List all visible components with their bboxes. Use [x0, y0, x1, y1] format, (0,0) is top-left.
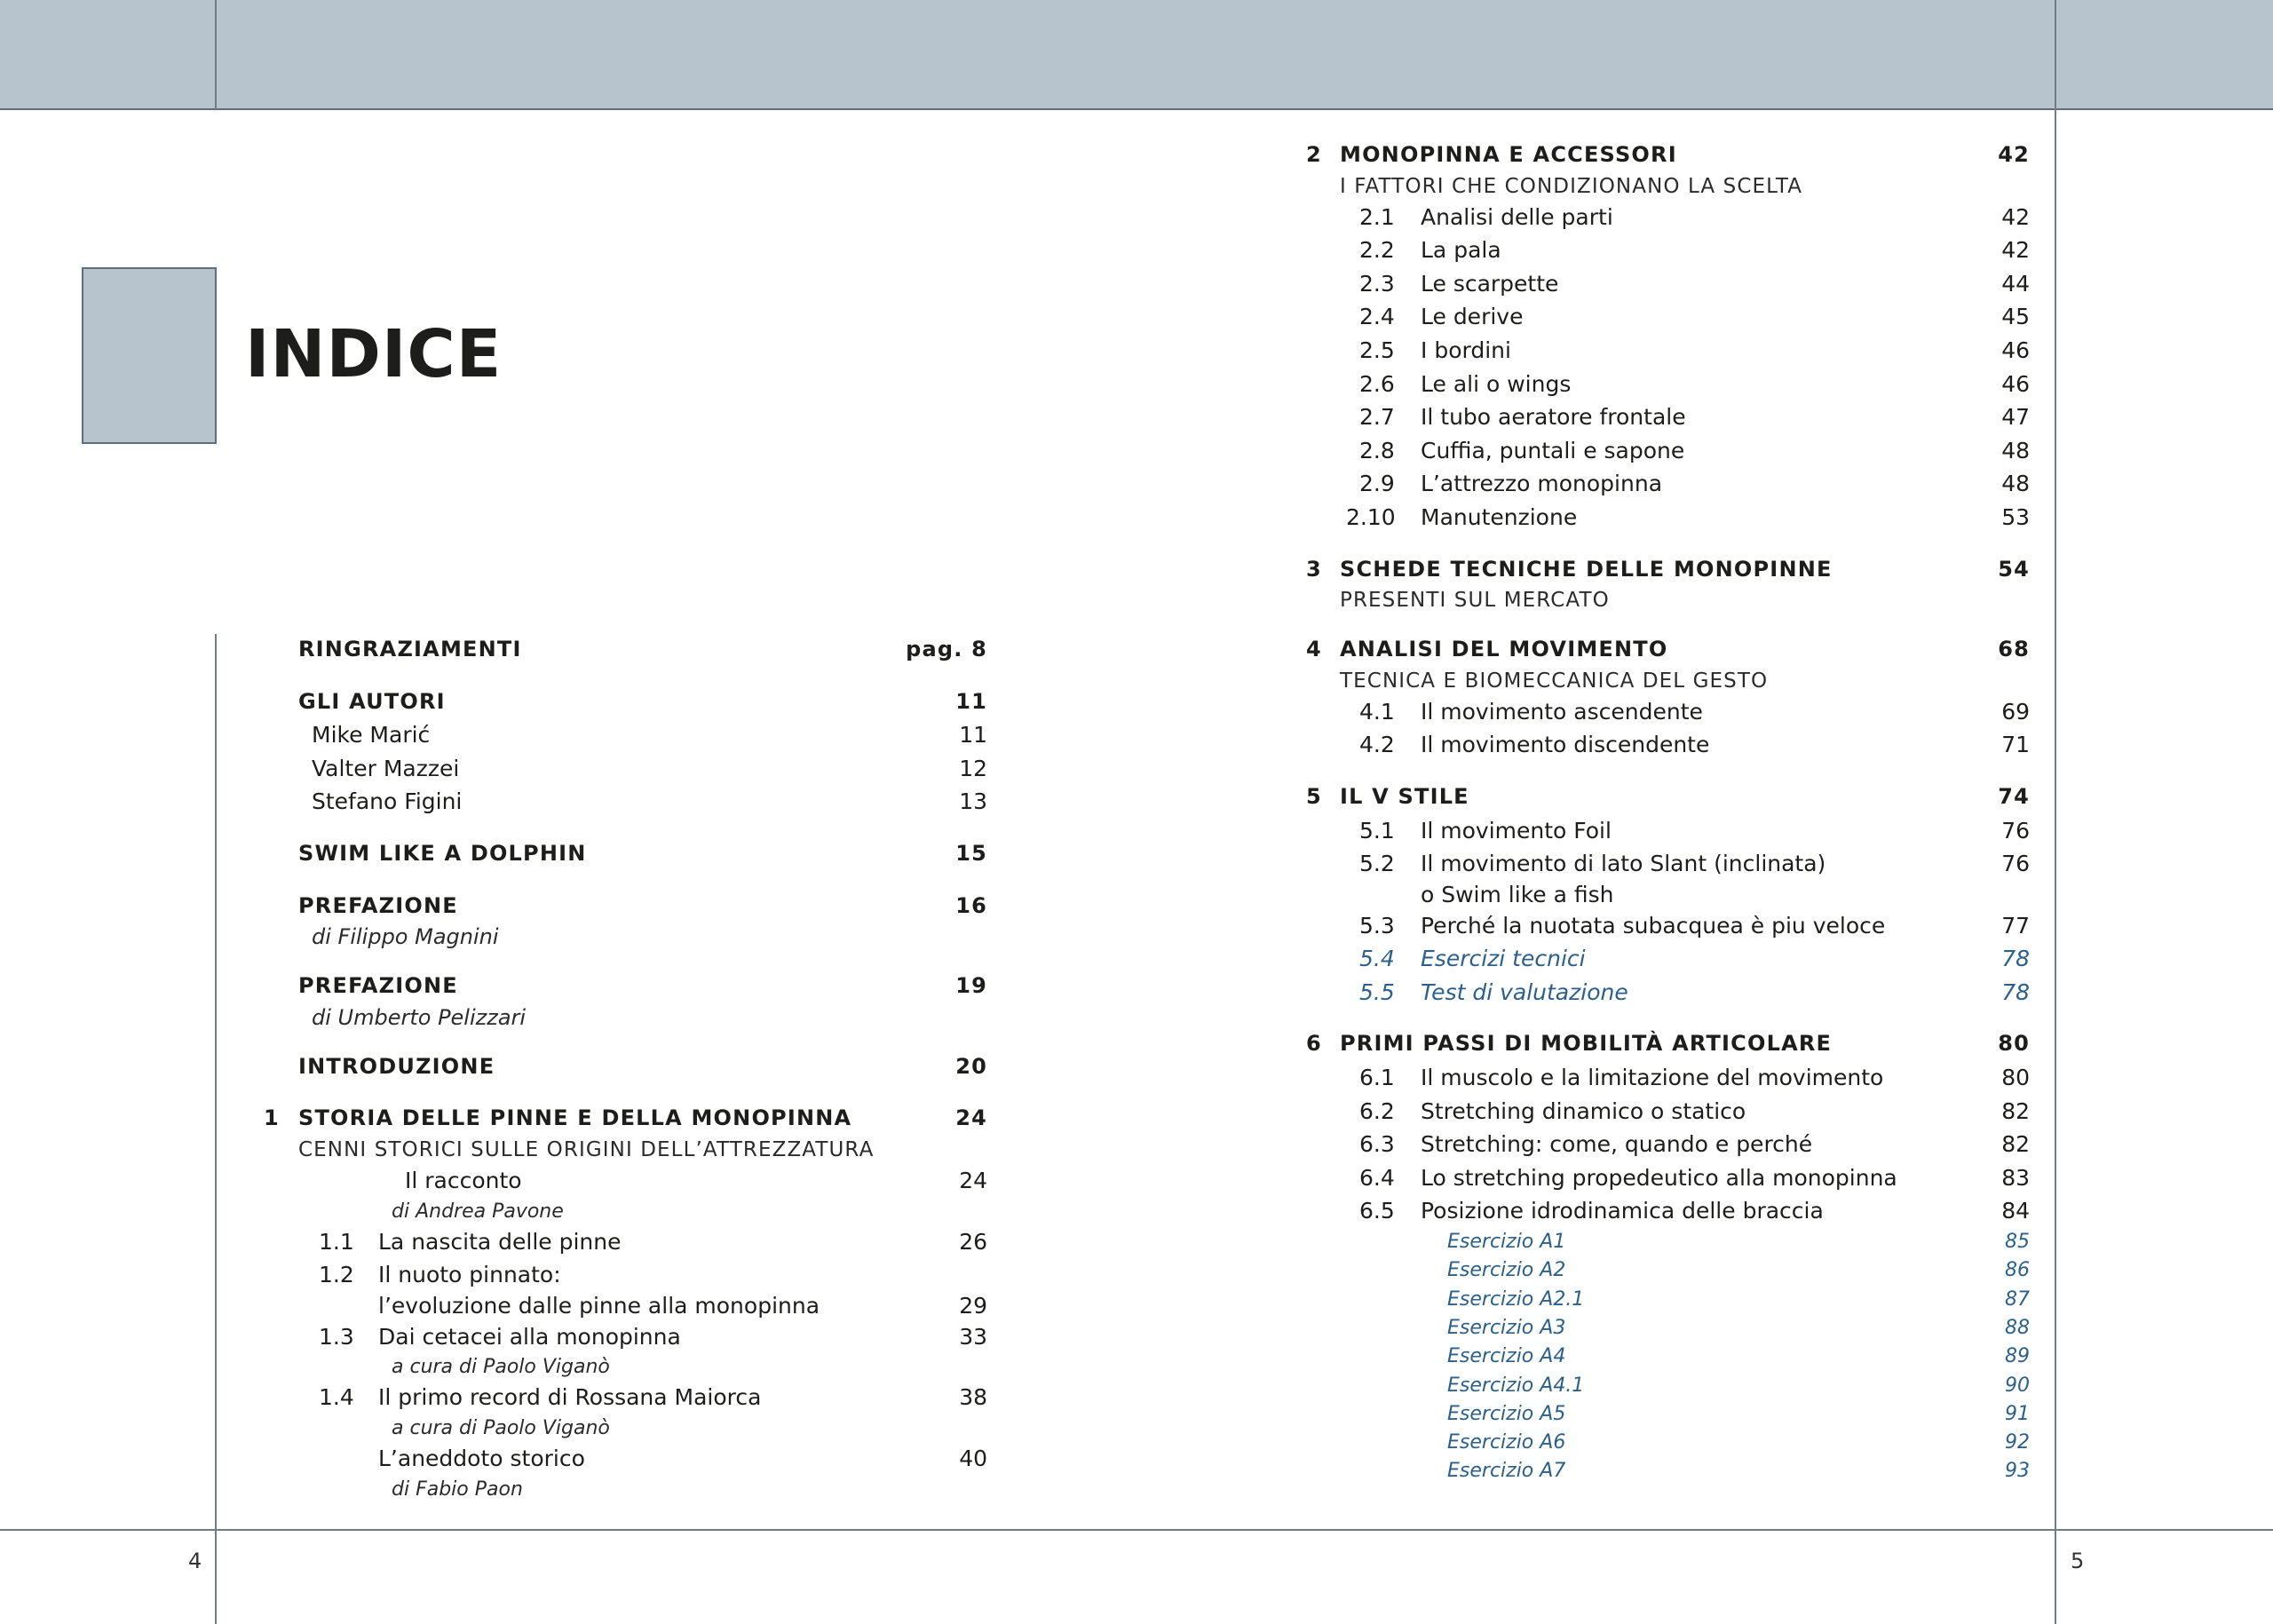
- chapter-number: 5: [1306, 783, 1322, 809]
- right-margin-rule: [2055, 0, 2056, 1624]
- toc-entry-page: 42: [2001, 203, 2030, 230]
- page-number-right: 5: [2071, 1549, 2085, 1573]
- caption-text: CENNI STORICI SULLE ORIGINI DELL’ATTREZZATURA: [298, 1137, 875, 1161]
- toc-entry-aneddoto[interactable]: [0, 1442, 1065, 1476]
- toc-section-5-4[interactable]: [1243, 942, 2030, 976]
- toc-entry-author[interactable]: [0, 718, 1065, 752]
- toc-section-2-3[interactable]: [1243, 267, 2030, 301]
- toc-entry-label: La nascita delle pinne: [378, 1228, 622, 1255]
- toc-entry-autori[interactable]: [0, 685, 1065, 719]
- toc-entry-label: Il racconto: [405, 1167, 522, 1193]
- section-number: 2.3: [1359, 270, 1395, 297]
- toc-entry-label: Dai cetacei alla monopinna: [378, 1323, 681, 1350]
- toc-entry-label: Esercizio A4.1: [1447, 1374, 1585, 1397]
- toc-exercise[interactable]: [1243, 1429, 2030, 1457]
- toc-chapter-4[interactable]: [1243, 633, 2030, 667]
- toc-entry-label: Il nuoto pinnato:: [378, 1262, 561, 1288]
- toc-entry-page: 82: [2001, 1097, 2030, 1124]
- toc-entry-author[interactable]: [0, 752, 1065, 786]
- toc-exercise[interactable]: [1243, 1256, 2030, 1285]
- toc-entry-page: 13: [959, 788, 987, 815]
- toc-entry-byline: [0, 1003, 1065, 1032]
- toc-section-2-5[interactable]: [1243, 334, 2030, 368]
- toc-entry-byline: [0, 1414, 1065, 1442]
- toc-entry-label: Esercizio A4: [1447, 1345, 1566, 1368]
- toc-section-1-1[interactable]: [0, 1225, 1065, 1259]
- toc-chapter-3[interactable]: [1243, 553, 2030, 587]
- chapter-caption: [0, 1136, 1065, 1164]
- toc-entry-page: 40: [959, 1445, 987, 1471]
- toc-section-4-2[interactable]: [1243, 728, 2030, 762]
- section-number: 2.10: [1346, 503, 1396, 530]
- toc-section-6-5[interactable]: [1243, 1194, 2030, 1228]
- toc-section-2-2[interactable]: [1243, 234, 2030, 267]
- toc-entry-label: Stretching: come, quando e perché: [1421, 1131, 1813, 1158]
- toc-entry-byline: [0, 1353, 1065, 1381]
- toc-right: [1243, 139, 2030, 1486]
- toc-entry-page: 26: [959, 1228, 987, 1255]
- toc-entry-byline: [0, 1476, 1065, 1503]
- toc-entry-label: Esercizio A6: [1447, 1431, 1566, 1454]
- toc-entry-author[interactable]: [0, 785, 1065, 819]
- toc-entry-page: 38: [959, 1384, 987, 1411]
- toc-entry-label: Analisi delle parti: [1421, 203, 1613, 230]
- section-number: 1.4: [319, 1384, 354, 1411]
- toc-entry-page: 29: [959, 1292, 987, 1319]
- toc-section-1-2-continued[interactable]: [0, 1292, 1065, 1320]
- toc-entry-label: Il primo record di Rossana Maiorca: [378, 1384, 762, 1411]
- toc-entry-page: 12: [959, 755, 987, 781]
- toc-entry-page: 42: [1998, 142, 2030, 167]
- toc-entry-label: Il muscolo e la limitazione del movimento: [1421, 1065, 1884, 1091]
- section-number: 2.9: [1359, 471, 1395, 497]
- toc-entry-page: 47: [2001, 404, 2030, 431]
- toc-entry-label: Mike Marić: [312, 722, 431, 749]
- toc-section-6-4[interactable]: [1243, 1161, 2030, 1195]
- toc-entry-page: 86: [2005, 1259, 2030, 1282]
- toc-entry-page: 84: [2001, 1198, 2030, 1224]
- toc-entry-page: 88: [2005, 1316, 2030, 1339]
- toc-entry-page: 53: [2001, 503, 2030, 530]
- toc-entry-page: pag. 8: [906, 637, 987, 661]
- chapter-caption: [1243, 172, 2030, 201]
- title-accent-box: [82, 267, 217, 444]
- toc-entry-page: 77: [2001, 912, 2030, 939]
- toc-entry-label: Il movimento discendente: [1421, 732, 1710, 758]
- section-number: 5.3: [1359, 912, 1395, 939]
- toc-exercise[interactable]: [1243, 1314, 2030, 1343]
- toc-entry-page: 76: [2001, 851, 2030, 877]
- toc-section-5-2-continued[interactable]: [1243, 881, 2030, 909]
- toc-chapter-6[interactable]: [1243, 1027, 2030, 1061]
- caption-text: I FATTORI CHE CONDIZIONANO LA SCELTA: [1340, 174, 1803, 198]
- toc-entry-page: 78: [2001, 946, 2030, 972]
- toc-entry-page: 83: [2001, 1164, 2030, 1191]
- section-number: 2.8: [1359, 437, 1395, 463]
- toc-entry-page: 93: [2005, 1460, 2030, 1483]
- toc-entry-ringraziamenti[interactable]: [0, 633, 1065, 667]
- toc-entry-page: 46: [2001, 370, 2030, 397]
- section-number: 1.1: [319, 1228, 354, 1255]
- toc-entry-label-line2: o Swim like a fish: [1421, 881, 1614, 907]
- toc-entry-page: 33: [959, 1323, 987, 1350]
- toc-entry-page: 90: [2005, 1374, 2030, 1397]
- toc-entry-page: 16: [955, 892, 987, 918]
- toc-entry-page: 42: [2001, 237, 2030, 264]
- left-margin-rule-top: [215, 0, 217, 109]
- toc-entry-page: 24: [959, 1167, 987, 1193]
- toc-exercise[interactable]: [1243, 1228, 2030, 1256]
- toc-entry-label: PRIMI PASSI DI MOBILITÀ ARTICOLARE: [1340, 1031, 1833, 1057]
- toc-entry-label: L’aneddoto storico: [378, 1445, 585, 1471]
- toc-entry-introduzione[interactable]: [0, 1050, 1065, 1084]
- toc-entry-label: Il movimento ascendente: [1421, 698, 1703, 725]
- section-number: 6.4: [1359, 1164, 1395, 1191]
- toc-entry-label: PREFAZIONE: [298, 892, 458, 918]
- toc-entry-label: Le scarpette: [1421, 270, 1559, 297]
- toc-entry-page: 91: [2005, 1402, 2030, 1425]
- toc-entry-page: 24: [955, 1105, 987, 1131]
- toc-entry-label: Stefano Figini: [312, 788, 463, 815]
- section-number: 6.5: [1359, 1198, 1395, 1224]
- toc-chapter-1[interactable]: [0, 1102, 1065, 1136]
- toc-entry-page: 46: [2001, 337, 2030, 363]
- toc-entry-label: Il movimento di lato Slant (inclinata): [1421, 851, 1826, 877]
- toc-section-1-3[interactable]: [0, 1320, 1065, 1354]
- chapter-number: 3: [1306, 556, 1322, 582]
- toc-section-5-3[interactable]: [1243, 909, 2030, 943]
- toc-entry-label: MONOPINNA E ACCESSORI: [1340, 142, 1677, 167]
- toc-exercise[interactable]: [1243, 1372, 2030, 1400]
- section-number: 2.4: [1359, 304, 1395, 330]
- toc-entry-swim-like-a-dolphin[interactable]: [0, 837, 1065, 871]
- byline-text: di Andrea Pavone: [392, 1200, 564, 1223]
- toc-entry-label: Stretching dinamico o statico: [1421, 1097, 1746, 1124]
- toc-section-6-2[interactable]: [1243, 1095, 2030, 1129]
- toc-entry-label: PREFAZIONE: [298, 973, 458, 999]
- page-number-left: 4: [188, 1549, 202, 1573]
- chapter-number: 1: [264, 1105, 280, 1131]
- byline-text: a cura di Paolo Viganò: [392, 1356, 610, 1379]
- toc-entry-page: 76: [2001, 817, 2030, 844]
- toc-section-2-7[interactable]: [1243, 400, 2030, 434]
- toc-entry-label: Test di valutazione: [1421, 978, 1628, 1005]
- toc-entry-label: Il tubo aeratore frontale: [1421, 404, 1686, 431]
- toc-entry-label: GLI AUTORI: [298, 688, 446, 714]
- toc-entry-page: 19: [955, 973, 987, 999]
- caption-text: TECNICA E BIOMECCANICA DEL GESTO: [1340, 669, 1769, 693]
- toc-entry-label: Esercizio A2: [1447, 1259, 1566, 1282]
- section-number: 4.2: [1359, 732, 1395, 758]
- toc-entry-page: 80: [2001, 1065, 2030, 1091]
- toc-entry-label: Esercizio A5: [1447, 1402, 1566, 1425]
- section-number: 1.3: [319, 1323, 354, 1350]
- toc-section-5-2[interactable]: [1243, 847, 2030, 881]
- toc-entry-page: 11: [955, 688, 987, 714]
- toc-chapter-5[interactable]: [1243, 780, 2030, 814]
- toc-entry-page: 69: [2001, 698, 2030, 725]
- toc-entry-label: Perché la nuotata subacquea è piu veloce: [1421, 912, 1886, 939]
- toc-entry-page: 78: [2001, 978, 2030, 1005]
- toc-entry-prefazione[interactable]: [0, 970, 1065, 1003]
- toc-entry-page: 48: [2001, 471, 2030, 497]
- toc-chapter-2[interactable]: [1243, 139, 2030, 172]
- toc-entry-page: 44: [2001, 270, 2030, 297]
- toc-section-2-6[interactable]: [1243, 368, 2030, 401]
- section-number: 6.2: [1359, 1097, 1395, 1124]
- toc-entry-label: Esercizio A7: [1447, 1460, 1566, 1483]
- caption-text: PRESENTI SUL MERCATO: [1340, 589, 1610, 613]
- section-number: 2.5: [1359, 337, 1395, 363]
- section-number: 1.2: [319, 1262, 354, 1288]
- byline-text: di Umberto Pelizzari: [312, 1004, 527, 1030]
- section-number: 5.5: [1359, 978, 1395, 1005]
- toc-entry-page: 82: [2001, 1131, 2030, 1158]
- chapter-caption: [1243, 667, 2030, 695]
- footer-rule: [0, 1529, 2273, 1531]
- toc-section-2-8[interactable]: [1243, 434, 2030, 468]
- toc-entry-page: 11: [959, 722, 987, 749]
- chapter-number: 4: [1306, 637, 1322, 662]
- section-number: 6.3: [1359, 1131, 1395, 1158]
- toc-entry-page: 92: [2005, 1431, 2030, 1454]
- toc-entry-label: Cuffia, puntali e sapone: [1421, 437, 1685, 463]
- section-number: 2.1: [1359, 203, 1395, 230]
- toc-entry-label: I bordini: [1421, 337, 1511, 363]
- toc-entry-label: STORIA DELLE PINNE E DELLA MONOPINNA: [298, 1105, 852, 1131]
- toc-entry-page: 45: [2001, 304, 2030, 330]
- toc-entry-label: SWIM LIKE A DOLPHIN: [298, 840, 587, 866]
- toc-entry-label: RINGRAZIAMENTI: [298, 637, 522, 661]
- toc-entry-label: IL V STILE: [1340, 783, 1469, 809]
- top-header-band: [0, 0, 2273, 110]
- toc-entry-page: 71: [2001, 732, 2030, 758]
- section-number: 2.7: [1359, 404, 1395, 431]
- toc-section-6-3[interactable]: [1243, 1128, 2030, 1161]
- page-title: INDICE: [245, 316, 503, 392]
- toc-section-1-2[interactable]: [0, 1258, 1065, 1292]
- byline-text: di Fabio Paon: [392, 1477, 523, 1501]
- toc-exercise[interactable]: [1243, 1286, 2030, 1314]
- toc-entry-label: La pala: [1421, 237, 1501, 264]
- toc-exercise[interactable]: [1243, 1343, 2030, 1371]
- toc-entry-label: Valter Mazzei: [312, 755, 460, 781]
- toc-section-1-4[interactable]: [0, 1381, 1065, 1414]
- toc-entry-label: INTRODUZIONE: [298, 1053, 495, 1079]
- toc-entry-page: 68: [1998, 637, 2030, 662]
- toc-entry-label: ANALISI DEL MOVIMENTO: [1340, 637, 1668, 662]
- byline-text: di Filippo Magnini: [312, 924, 499, 950]
- toc-entry-label-line2: l’evoluzione dalle pinne alla monopinna: [378, 1292, 820, 1319]
- toc-entry-page: 89: [2005, 1345, 2030, 1368]
- toc-entry-label: Esercizio A1: [1447, 1231, 1566, 1254]
- chapter-number: 6: [1306, 1031, 1322, 1057]
- toc-section-2-9[interactable]: [1243, 467, 2030, 501]
- toc-entry-page: 54: [1998, 556, 2030, 582]
- toc-entry-label: Lo stretching propedeutico alla monopinna: [1421, 1164, 1897, 1191]
- toc-entry-page: 87: [2005, 1287, 2030, 1311]
- toc-entry-label: Manutenzione: [1421, 503, 1578, 530]
- toc-entry-label: Esercizio A2.1: [1447, 1287, 1585, 1311]
- toc-entry-page: 20: [955, 1053, 987, 1079]
- toc-entry-label: Le ali o wings: [1421, 370, 1572, 397]
- toc-entry-page: 80: [1998, 1031, 2030, 1057]
- toc-entry-page: 15: [955, 840, 987, 866]
- toc-entry-label: L’attrezzo monopinna: [1421, 471, 1663, 497]
- toc-entry-label: Posizione idrodinamica delle braccia: [1421, 1198, 1824, 1224]
- section-number: 5.1: [1359, 817, 1395, 844]
- section-number: 2.6: [1359, 370, 1395, 397]
- section-number: 5.4: [1359, 946, 1395, 972]
- toc-section-4-1[interactable]: [1243, 695, 2030, 729]
- byline-text: a cura di Paolo Viganò: [392, 1416, 610, 1439]
- toc-entry-page: 48: [2001, 437, 2030, 463]
- toc-entry-page: 85: [2005, 1231, 2030, 1254]
- toc-entry-page: 74: [1998, 783, 2030, 809]
- toc-exercise[interactable]: [1243, 1457, 2030, 1485]
- toc-section-5-5[interactable]: [1243, 976, 2030, 1010]
- toc-entry-byline: [0, 923, 1065, 951]
- toc-left: [0, 633, 1065, 1503]
- toc-section-2-10[interactable]: [1243, 501, 2030, 535]
- section-number: 2.2: [1359, 237, 1395, 264]
- toc-entry-label: Le derive: [1421, 304, 1524, 330]
- chapter-caption: [1243, 586, 2030, 614]
- toc-entry-prefazione[interactable]: [0, 890, 1065, 923]
- section-number: 6.1: [1359, 1065, 1395, 1091]
- toc-entry-label: Il movimento Foil: [1421, 817, 1612, 844]
- toc-section-6-1[interactable]: [1243, 1061, 2030, 1095]
- toc-entry-label: Esercizio A3: [1447, 1316, 1566, 1339]
- toc-entry-byline: [0, 1198, 1065, 1225]
- section-number: 5.2: [1359, 851, 1395, 877]
- toc-section-5-1[interactable]: [1243, 814, 2030, 848]
- toc-entry-racconto[interactable]: [0, 1164, 1065, 1198]
- toc-section-2-1[interactable]: [1243, 201, 2030, 234]
- chapter-number: 2: [1306, 142, 1322, 167]
- toc-entry-label: SCHEDE TECNICHE DELLE MONOPINNE: [1340, 556, 1833, 582]
- toc-entry-label: Esercizi tecnici: [1421, 946, 1586, 972]
- toc-section-2-4[interactable]: [1243, 300, 2030, 334]
- toc-exercise[interactable]: [1243, 1400, 2030, 1429]
- section-number: 4.1: [1359, 698, 1395, 725]
